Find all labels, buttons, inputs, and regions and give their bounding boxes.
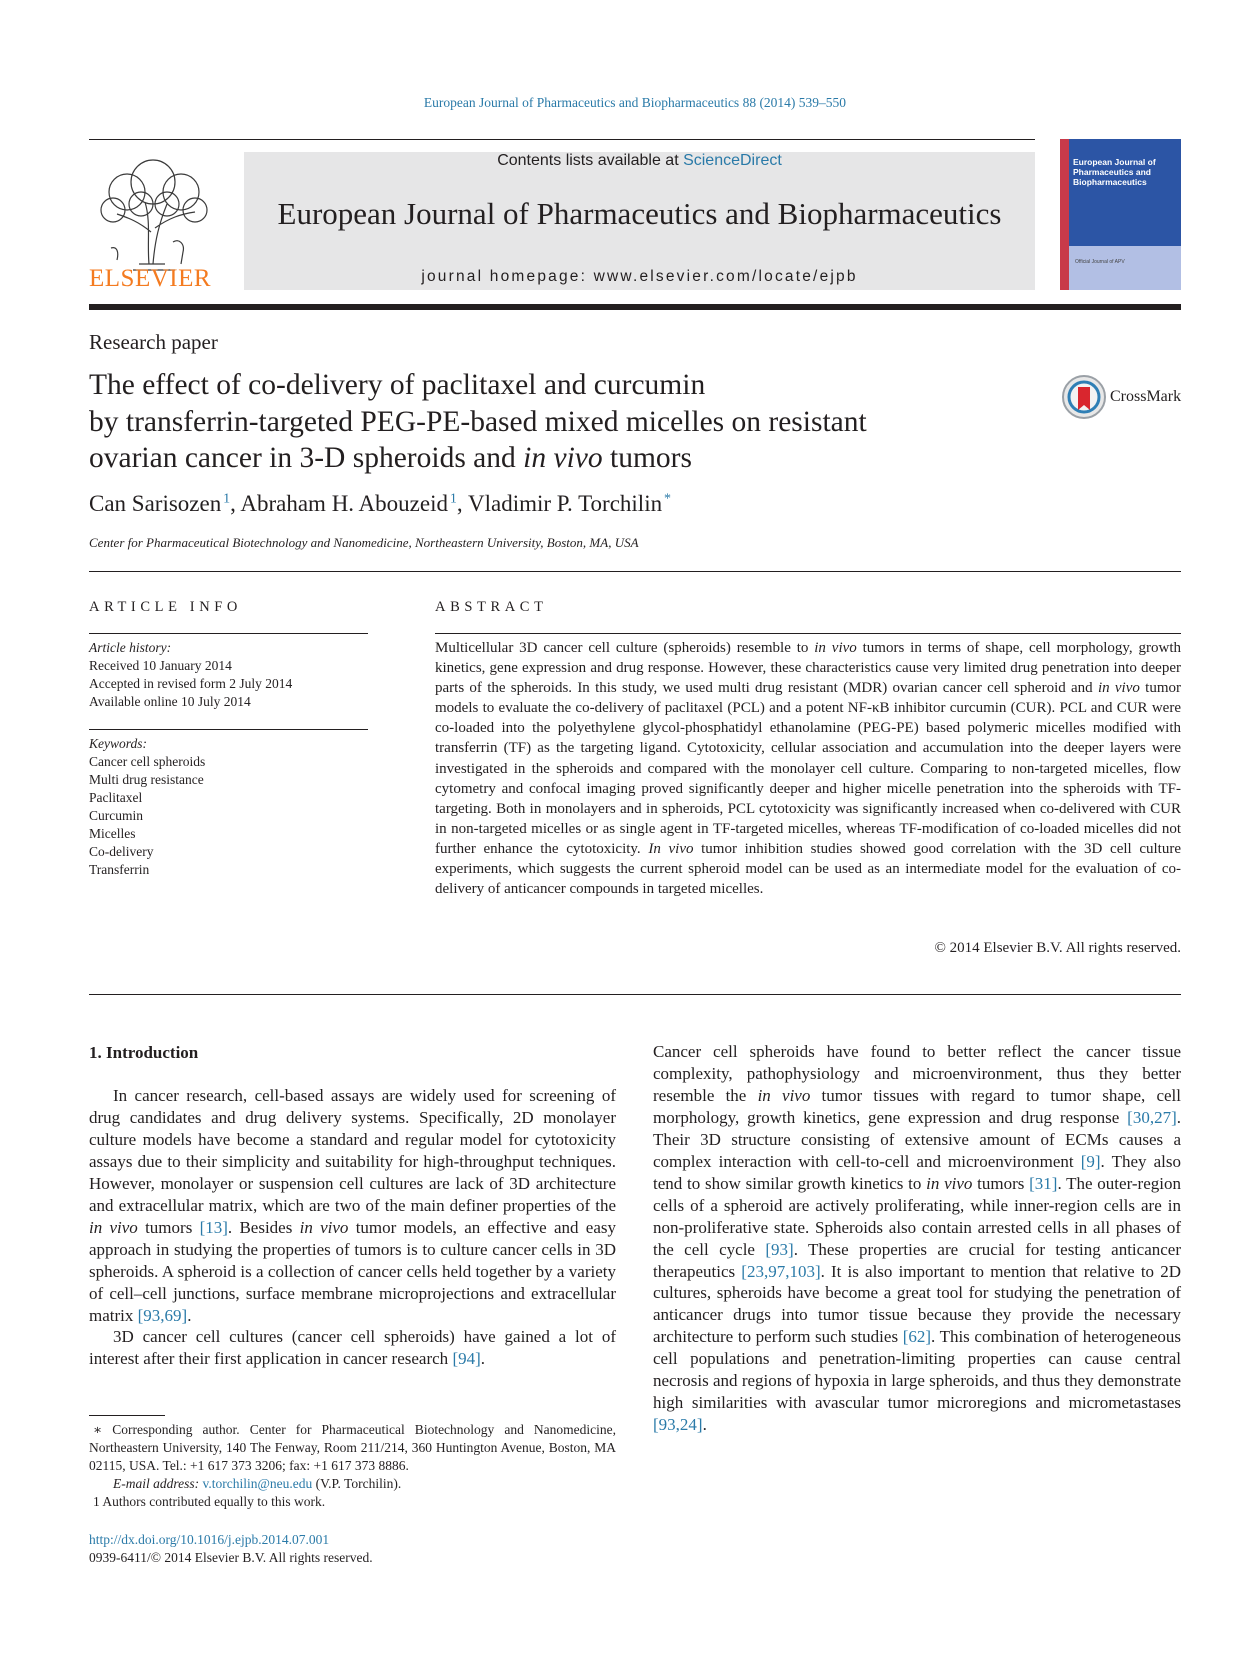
reference-link[interactable]: [93,69] [137, 1305, 188, 1325]
corresponding-author-note: ∗ Corresponding author. Center for Pharmaceutical Biotechnology and Nanomedicine, Northeastern University, 140 The Fenway, Room 211/214, 360 Huntington Avenue, Boston, MA 02115, USA. Tel.: +1 617 373 3206; fax: +1 617 373 8886. [89, 1422, 616, 1473]
email-label: E-mail address: [113, 1476, 203, 1491]
abstract-text: Multicellular 3D cancer cell culture (spheroids) resemble to [435, 640, 815, 656]
journal-name: European Journal of Pharmaceutics and Biopharmaceutics [277, 196, 1002, 231]
text-run: . [702, 1415, 707, 1435]
title-italic-part: in vivo [523, 442, 603, 474]
issn-line: 0939-6411/© 2014 Elsevier B.V. All rights reserved. [89, 1550, 373, 1565]
italic-term: in vivo [757, 1085, 811, 1105]
reference-link[interactable]: [9] [1080, 1151, 1101, 1171]
cover-bottom-text: Official Journal of APV [1075, 259, 1125, 265]
reference-link[interactable]: [62] [902, 1327, 932, 1347]
author-mark[interactable]: 1 [449, 491, 457, 507]
abstract-italic: in vivo [1097, 680, 1140, 697]
author-name: Abraham H. Abouzeid [240, 491, 448, 516]
footnotes [89, 1421, 616, 1511]
section-rule [89, 994, 1181, 995]
article-title [89, 367, 989, 477]
email-link[interactable]: v.torchilin@neu.edu [202, 1476, 313, 1491]
title-part: ovarian cancer in 3-D spheroids and [89, 442, 524, 474]
title-line-2: by transferrin-targeted PEG-PE-based mixed micelles on resistant [89, 405, 867, 438]
text-run: tumor tissues with regard to tumor shape, cell morphology, growth kinetics, gene expression and drug response [653, 1085, 1181, 1127]
text-run: tumor models, an effective and easy approach in studying the properties of tumors is to culture cancer cells in 3D spheroids. A spheroid is a collection of cancer cells held together by a variety of cell–cell junctions, surface membrane microprojections and extracellular matrix [89, 1217, 616, 1325]
abstract-text: tumor inhibition studies showed good correlation with the 3D cell culture experiments, which suggests the current spheroid model can be used as an intermediate model for the evaluation of co-delivery of anticancer compounds in targeted micelles. [435, 840, 1181, 898]
abstract-text: tumor models to evaluate the co-delivery of paclitaxel (PCL) and a potent NF-κB inhibitor curcumin (CUR). PCL and CUR were co-loaded into the polyethylene glycol-phosphatidyl ethanolamine (PEG-PE) based polymeric micelles modified with transferrin (TF) as the targeting ligand. Cytotoxicity, cellular association and accumulation into the deeper layers were investigated in the spheroids and compared with the monolayer cell culture. Comparing to non-targeted micelles, flow cytometry and confocal imaging proved significantly deeper and higher micelle penetration into the spheroids with TF-targeting. Both in monolayers and in spheroids, PCL cytotoxicity was significantly increased when co-delivered with CUR in non-targeted micelles or as single agent in TF-targeted micelles, whereas TF-modification of co-loaded micelles did not further enhance the cytotoxicity. [435, 680, 1181, 857]
cover-red-bar [1060, 139, 1069, 290]
title-line-3 [89, 440, 989, 477]
info-rule [89, 633, 368, 634]
sciencedirect-link[interactable]: ScienceDirect [683, 152, 782, 169]
section-rule [89, 571, 1181, 572]
author-name: Can Sarisozen [89, 491, 222, 516]
crossmark-label[interactable]: CrossMark [1110, 388, 1182, 405]
text-run: . This combination of heterogeneous cell populations and penetration-limiting properties can cause central necrosis and regions of hypoxia in large spheroids, and thus they demonstrate high similarities with avascular tumor microregions and micrometastases [653, 1327, 1181, 1413]
author-mark[interactable]: * [664, 491, 672, 507]
journal-masthead [244, 152, 1035, 290]
abstract-copyright: © 2014 Elsevier B.V. All rights reserved. [934, 940, 1181, 956]
reference-link[interactable]: [31] [1029, 1173, 1058, 1193]
reference-link[interactable]: [13] [199, 1217, 228, 1237]
journal-cover-thumbnail [1060, 139, 1181, 290]
info-rule [89, 729, 368, 730]
history-item: Available online 10 July 2014 [89, 694, 251, 709]
right-column [653, 1041, 1181, 1436]
article-history [89, 639, 292, 711]
affiliation: Center for Pharmaceutical Biotechnology and Nanomedicine, Northeastern University, Boston, MA, USA [89, 535, 639, 550]
abstract-body [435, 638, 1181, 899]
title-part: tumors [602, 442, 692, 474]
text-run: . Their 3D structure consisting of extensive amount of ECMs causes a complex interaction with cell-to-cell and microenvironment [653, 1107, 1181, 1171]
italic-term: in vivo [89, 1217, 138, 1237]
author-list: Can Sarisozen $^1$, Abraham H. Abouzeid $^1$, Vladimir P. Torchilin * [89, 491, 672, 516]
reference-link[interactable]: [23,97,103] [741, 1261, 821, 1281]
equal-contribution-note: 1 Authors contributed equally to this work. [93, 1494, 326, 1509]
author-name: Vladimir P. Torchilin [467, 491, 663, 516]
reference-link[interactable]: [93] [765, 1239, 794, 1259]
crossmark-icon[interactable] [1061, 374, 1107, 420]
journal-citation[interactable]: European Journal of Pharmaceutics and Biopharmaceutics 88 (2014) 539–550 [423, 95, 847, 110]
abstract-rule [435, 633, 1181, 634]
title-line-1: The effect of co-delivery of paclitaxel and curcumin [89, 369, 706, 401]
footnote-rule [89, 1415, 165, 1416]
keyword: Transferrin [89, 862, 150, 877]
text-run: tumors [137, 1217, 200, 1237]
keywords [89, 735, 205, 879]
header-thick-rule [89, 304, 1181, 310]
doi-link[interactable]: http://dx.doi.org/10.1016/j.ejpb.2014.07.001 [89, 1532, 330, 1547]
keywords-label: Keywords: [89, 736, 147, 751]
text-run: . It is also important to mention that relative to 2D cultures, spheroids have become a great tool for studying the penetration of anticancer drugs into tumor tissue because they provide the necessary architecture to perform such studies [653, 1261, 1181, 1347]
keyword: Cancer cell spheroids [89, 754, 206, 769]
journal-homepage[interactable]: journal homepage: www.elsevier.com/locate/ejpb [421, 268, 858, 285]
text-run: . Besides [227, 1217, 300, 1237]
italic-term: in vivo [299, 1217, 349, 1237]
history-item: Received 10 January 2014 [89, 658, 232, 673]
reference-link[interactable]: [30,27] [1127, 1107, 1177, 1127]
text-run: tumors [972, 1173, 1030, 1193]
text-run: . [480, 1349, 486, 1369]
text-run: 3D cancer cell cultures (cancer cell spheroids) have gained a lot of interest after their first application in cancer research [89, 1327, 616, 1369]
text-run: In cancer research, cell-based assays are widely used for screening of drug candidates and drug delivery systems. Specifically, 2D monolayer culture models have become a standard and regular model for cytotoxicity assays due to their simplicity and suitability for high-throughput techniques. However, monolayer or suspension cell cultures are lack of 3D architecture and extracellular matrix, which are two of the main definer properties of the [89, 1086, 616, 1215]
email-suffix: (V.P. Torchilin). [312, 1476, 402, 1491]
text-run: . The outer-region cells of a spheroid are actively proliferating, while inner-region cells are in non-proliferative state. Spheroids also contain arrested cells in all phases of the cell cycle [653, 1173, 1181, 1259]
reference-link[interactable]: [93,24] [653, 1415, 703, 1435]
elsevier-wordmark: ELSEVIER [89, 265, 212, 292]
keyword: Multi drug resistance [89, 772, 204, 787]
paragraph [89, 1326, 616, 1370]
abstract-italic: in vivo [814, 640, 857, 656]
italic-term: in vivo [926, 1173, 973, 1193]
contents-prefix: Contents lists available at [497, 152, 684, 169]
author-mark[interactable]: 1 [223, 491, 231, 507]
email-note [89, 1475, 616, 1493]
left-column [89, 1085, 616, 1370]
abstract-italic: In vivo [648, 840, 694, 857]
history-label: Article history: [89, 640, 172, 655]
reference-link[interactable]: [94] [452, 1349, 481, 1369]
contents-line [244, 152, 1035, 170]
abstract-heading: ABSTRACT [435, 599, 548, 615]
keyword: Curcumin [89, 808, 143, 823]
text-run: Cancer cell spheroids have found to better reflect the cancer tissue complexity, pathophysiology and microenvironment, thus they better resemble the [653, 1042, 1181, 1105]
keyword: Co-delivery [89, 844, 154, 859]
cover-title: European Journal of Pharmaceutics and Biopharmaceutics [1073, 157, 1156, 187]
header-rule [89, 139, 1035, 140]
text-run: . [187, 1305, 192, 1325]
text-run: . These properties are crucial for testing anticancer therapeutics [653, 1239, 1181, 1281]
keyword: Paclitaxel [89, 790, 143, 805]
abstract-text: tumors in terms of shape, cell morphology, growth kinetics, gene expression and drug response. However, these characteristics cause very limited drug penetration into deeper parts of the spheroids. In this study, we used multi drug resistant (MDR) ovarian cancer cell spheroid and [435, 640, 1181, 697]
article-info-heading: ARTICLE INFO [89, 599, 243, 615]
introduction-heading: 1. Introduction [89, 1043, 199, 1062]
keyword: Micelles [89, 826, 136, 841]
history-item: Accepted in revised form 2 July 2014 [89, 676, 293, 691]
text-run: . They also tend to show similar growth kinetics to [653, 1151, 1181, 1193]
article-type: Research paper [89, 330, 218, 354]
cover-top-band [1060, 139, 1181, 246]
paragraph [653, 1041, 1181, 1436]
paragraph [89, 1085, 616, 1326]
